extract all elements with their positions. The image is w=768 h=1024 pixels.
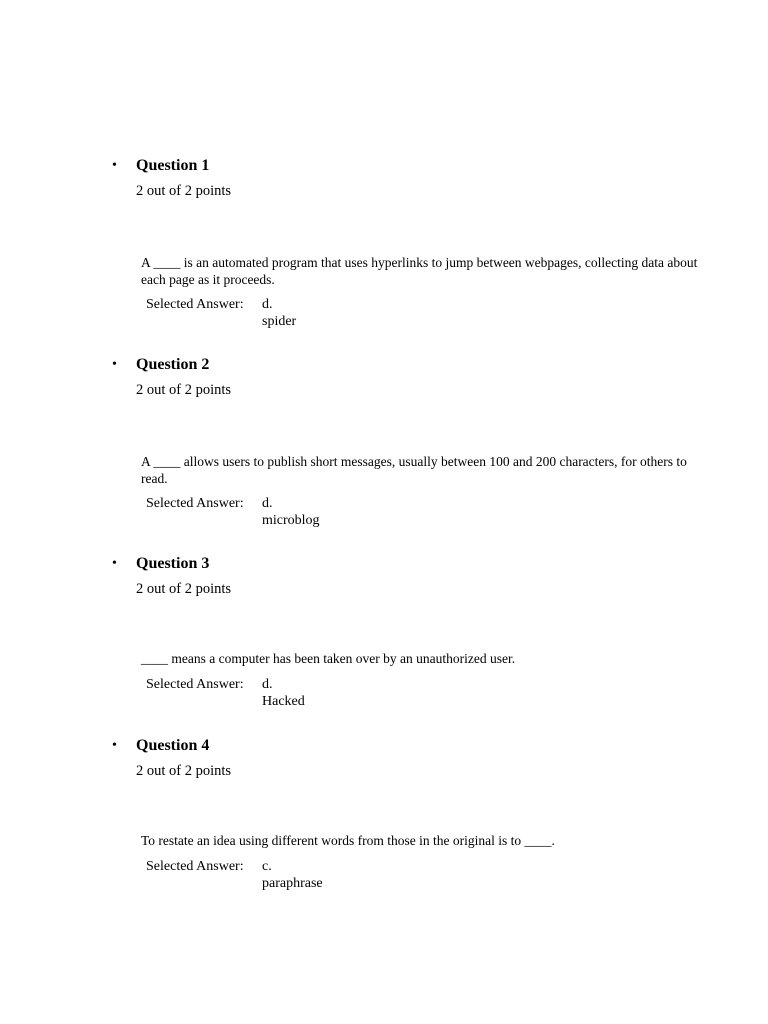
question-text: ____ means a computer has been taken over by an unauthorized user. — [141, 651, 516, 666]
selected-answer-text: Hacked — [262, 694, 305, 709]
selected-answer-text: spider — [262, 314, 297, 329]
selected-answer-label: Selected Answer: — [146, 859, 244, 874]
question-points: 2 out of 2 points — [136, 581, 232, 597]
selected-answer-text: paraphrase — [262, 876, 323, 891]
question-points: 2 out of 2 points — [136, 382, 232, 398]
question-title: Question 3 — [136, 555, 210, 572]
question-title: Question 2 — [136, 356, 210, 373]
question-text: A ____ allows users to publish short messages, usually between 100 and 200 characters, for others to read. — [141, 454, 687, 486]
selected-answer-letter: c. — [262, 859, 272, 874]
bullet-icon: • — [112, 556, 117, 571]
bullet-icon: • — [112, 738, 117, 753]
question-text: To restate an idea using different words from those in the original is to ____. — [141, 833, 555, 848]
bullet-icon: • — [112, 357, 117, 372]
selected-answer-letter: d. — [262, 677, 273, 692]
question-title: Question 1 — [136, 157, 210, 174]
question-points: 2 out of 2 points — [136, 763, 232, 779]
question-points: 2 out of 2 points — [136, 183, 232, 199]
question-title: Question 4 — [136, 737, 210, 754]
selected-answer-text: microblog — [262, 513, 320, 528]
question-text: A ____ is an automated program that uses hyperlinks to jump between webpages, collecting data about each page as it proceeds. — [141, 255, 698, 287]
bullet-icon: • — [112, 158, 117, 173]
selected-answer-letter: d. — [262, 496, 273, 511]
selected-answer-label: Selected Answer: — [146, 496, 244, 511]
selected-answer-label: Selected Answer: — [146, 677, 244, 692]
selected-answer-letter: d. — [262, 297, 273, 312]
selected-answer-label: Selected Answer: — [146, 297, 244, 312]
